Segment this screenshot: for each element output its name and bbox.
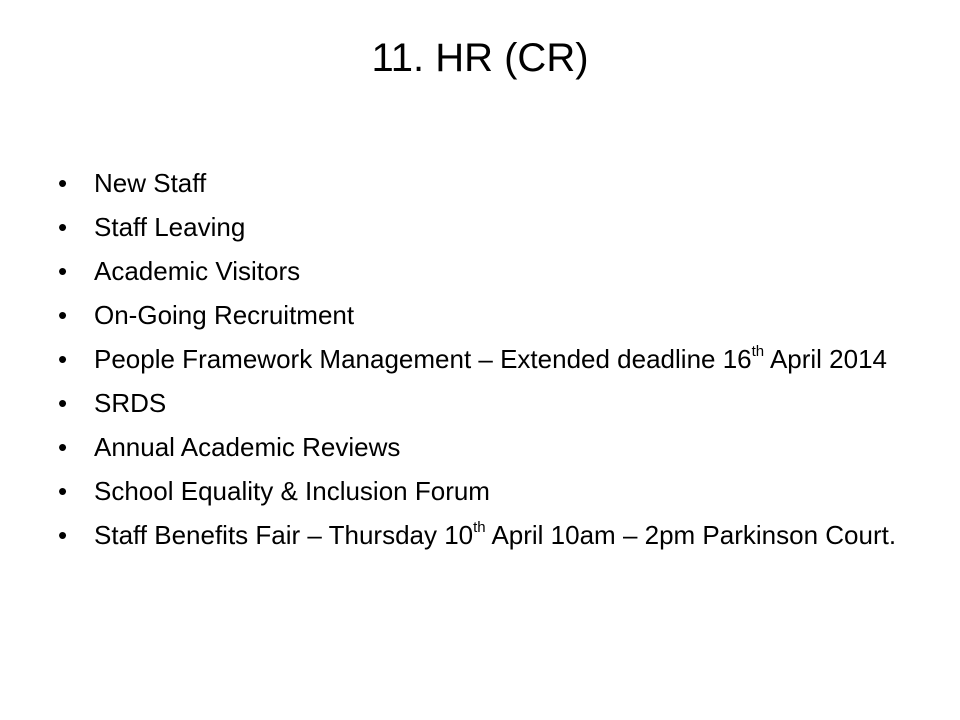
bullet-item [58,168,918,198]
bullet-text: School Equality & Inclusion Forum [94,476,490,506]
bullet-item [58,344,918,374]
slide-title: 11. HR (CR) [371,36,589,80]
bullet-text [94,344,887,374]
bullet-text: SRDS [94,388,167,418]
bullet-dot-icon: • [58,168,68,198]
ordinal-suffix: th [751,343,765,361]
bullet-item [58,432,918,462]
bullet-item [58,256,918,286]
bullet-dot-icon: • [58,212,68,242]
bullet-text-main: People Framework Management – Extended deadline 16 [94,344,752,374]
bullet-dot-icon: • [58,520,68,550]
bullet-item [58,476,918,506]
bullet-text: Academic Visitors [94,256,301,286]
bullet-text-main: Staff Benefits Fair – Thursday 10 [94,520,474,550]
bullet-text [94,520,896,550]
bullet-item [58,388,918,418]
bullet-dot-icon: • [58,432,68,462]
bullet-item [58,520,918,550]
bullet-text: On-Going Recruitment [94,300,355,330]
bullet-list [58,168,918,564]
bullet-item [58,300,918,330]
bullet-dot-icon: • [58,476,68,506]
bullet-text: Annual Academic Reviews [94,432,401,462]
bullet-dot-icon: • [58,344,68,374]
bullet-item [58,212,918,242]
bullet-text-rest: April 10am – 2pm Parkinson Court. [485,520,897,550]
bullet-text: New Staff [94,168,207,198]
ordinal-suffix: th [473,519,486,537]
bullet-text: Staff Leaving [94,212,246,242]
bullet-dot-icon: • [58,300,68,330]
bullet-dot-icon: • [58,388,68,418]
bullet-text-rest: April 2014 [764,344,888,374]
bullet-dot-icon: • [58,256,68,286]
